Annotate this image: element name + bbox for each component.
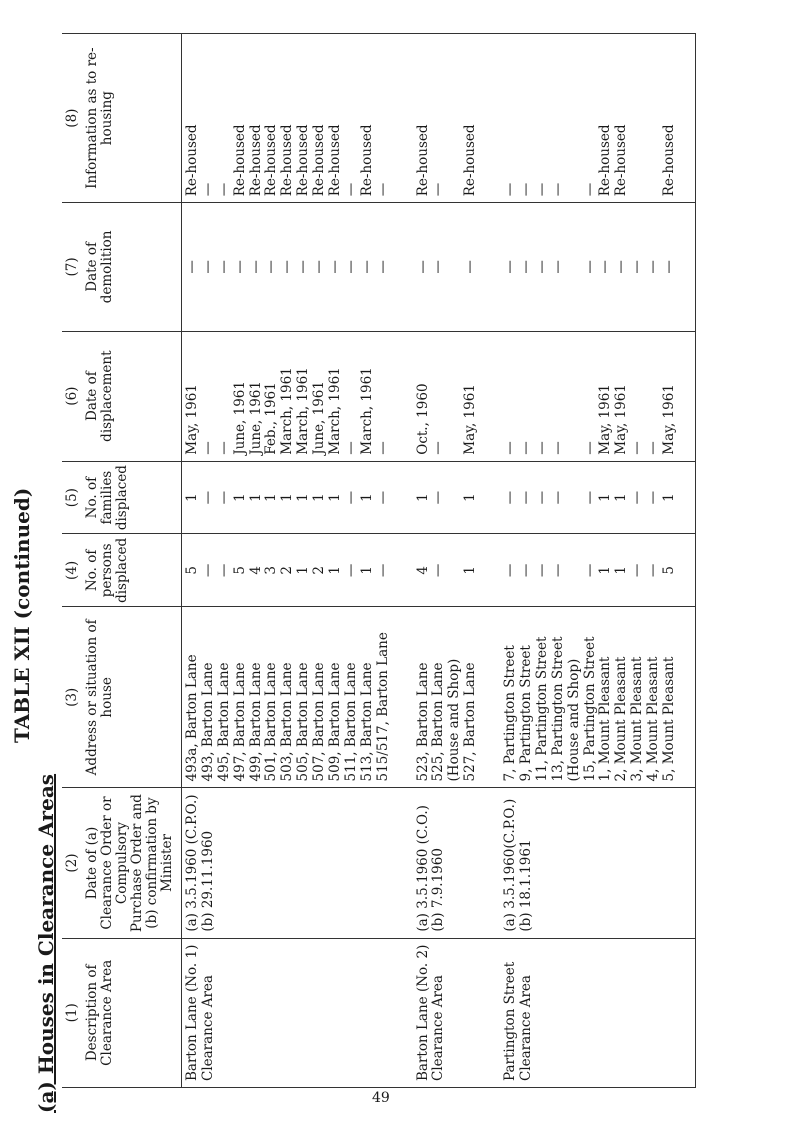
spacer bbox=[398, 541, 410, 601]
displacement-date: May, 1961 bbox=[184, 384, 200, 455]
families-displaced: — bbox=[374, 490, 391, 505]
families-displaced: — bbox=[533, 490, 550, 505]
column-number: (8) bbox=[64, 108, 80, 128]
column-number: (6) bbox=[64, 386, 80, 406]
spacer-cell bbox=[395, 331, 413, 461]
demolition-date: — bbox=[613, 260, 630, 274]
bottom-cell bbox=[681, 461, 696, 534]
families-displaced bbox=[567, 468, 583, 528]
rehousing-info: — bbox=[549, 182, 566, 197]
persons-displaced-cell bbox=[500, 534, 681, 607]
address: 509, Barton Lane bbox=[327, 662, 344, 782]
address: (House and Shop) bbox=[446, 658, 463, 782]
displacement-date: — bbox=[502, 441, 519, 455]
rehousing-info-cell bbox=[182, 34, 395, 203]
spacer bbox=[398, 338, 410, 455]
rehousing-info bbox=[646, 40, 662, 196]
persons-displaced: 4 bbox=[247, 566, 264, 575]
bottom-cell bbox=[681, 534, 696, 607]
address: 493a, Barton Lane bbox=[184, 654, 200, 782]
spacer-cell bbox=[482, 331, 500, 461]
families-displaced: 1 bbox=[231, 493, 248, 502]
displacement-date-cell bbox=[182, 331, 395, 461]
persons-displaced: — bbox=[518, 563, 535, 578]
families-displaced: — bbox=[215, 490, 232, 505]
rehousing-info: Re-housed bbox=[311, 124, 328, 197]
families-displaced: — bbox=[645, 490, 662, 505]
displacement-date: May, 1961 bbox=[597, 384, 614, 455]
persons-displaced: 1 bbox=[462, 566, 479, 575]
demolition-date: — bbox=[342, 260, 359, 274]
address-cell bbox=[413, 607, 483, 788]
address: 13, Partington Street bbox=[549, 636, 566, 782]
families-displaced: 1 bbox=[462, 493, 479, 502]
demolition-date: — bbox=[263, 260, 280, 274]
column-header bbox=[62, 788, 182, 938]
spacer-row bbox=[482, 34, 500, 1088]
persons-displaced: 1 bbox=[613, 566, 630, 575]
spacer-cell bbox=[395, 34, 413, 203]
rehousing-info: Re-housed bbox=[231, 124, 248, 197]
demolition-date: — bbox=[462, 260, 479, 274]
rehousing-info: Re-housed bbox=[263, 124, 280, 197]
rehousing-info bbox=[630, 40, 646, 196]
address: 493, Barton Lane bbox=[199, 662, 216, 782]
bottom-cell bbox=[681, 607, 696, 788]
bottom-cell bbox=[681, 331, 696, 461]
column-number: (2) bbox=[64, 853, 80, 873]
persons-displaced: 1 bbox=[597, 566, 614, 575]
area-description-cell bbox=[500, 938, 681, 1087]
rehousing-info: Re-housed bbox=[462, 124, 479, 197]
persons-displaced: — bbox=[645, 563, 662, 578]
displacement-date: — bbox=[518, 441, 535, 455]
column-header bbox=[62, 203, 182, 331]
displacement-date: Feb., 1961 bbox=[263, 382, 280, 455]
bottom-cell bbox=[681, 203, 696, 331]
column-number: (5) bbox=[64, 488, 80, 508]
demolition-date: — bbox=[327, 260, 344, 274]
persons-displaced: — bbox=[502, 563, 519, 578]
demolition-date: — bbox=[430, 260, 447, 274]
demolition-date-cell bbox=[182, 203, 395, 331]
demolition-date bbox=[567, 209, 583, 324]
address: 503, Barton Lane bbox=[279, 662, 296, 782]
bottom-cell bbox=[681, 34, 696, 203]
demolition-date: — bbox=[231, 260, 248, 274]
families-displaced bbox=[447, 468, 463, 528]
address: 511, Barton Lane bbox=[342, 662, 359, 782]
spacer-cell bbox=[482, 203, 500, 331]
column-label: Description of Clearance Area bbox=[84, 959, 115, 1066]
spacer bbox=[485, 338, 497, 455]
address: 9, Partington Street bbox=[518, 645, 535, 782]
address: 525, Barton Lane bbox=[430, 662, 447, 782]
column-label: Date of demolition bbox=[84, 230, 115, 304]
rehousing-info: Re-housed bbox=[358, 124, 375, 197]
spacer bbox=[485, 945, 497, 1081]
bottom-row bbox=[681, 34, 696, 1088]
area-description-line: Clearance Area bbox=[430, 975, 447, 1081]
rehousing-info-cell bbox=[500, 34, 681, 203]
persons-displaced: 2 bbox=[279, 566, 296, 575]
bottom-cell bbox=[681, 938, 696, 1087]
spacer-cell bbox=[482, 607, 500, 788]
families-displaced: — bbox=[518, 490, 535, 505]
displacement-date: May, 1961 bbox=[613, 384, 630, 455]
column-header bbox=[62, 534, 182, 607]
displacement-date: — bbox=[581, 441, 598, 455]
order-date-line: (b) 29.11.1960 bbox=[199, 830, 216, 932]
displacement-date: — bbox=[430, 441, 447, 455]
column-number: (1) bbox=[64, 1003, 80, 1023]
demolition-date-cell bbox=[500, 203, 681, 331]
families-displaced: 1 bbox=[247, 493, 264, 502]
column-header bbox=[62, 461, 182, 534]
spacer bbox=[398, 40, 410, 196]
displacement-date: — bbox=[549, 441, 566, 455]
families-displaced: 1 bbox=[327, 493, 344, 502]
persons-displaced-cell bbox=[182, 534, 395, 607]
order-dates-cell bbox=[182, 788, 395, 938]
displacement-date: — bbox=[215, 441, 232, 455]
displacement-date: March, 1961 bbox=[295, 367, 312, 455]
bottom-cell bbox=[681, 788, 696, 938]
displacement-date: June, 1961 bbox=[247, 381, 264, 455]
spacer-cell bbox=[395, 938, 413, 1087]
persons-displaced: — bbox=[215, 563, 232, 578]
displacement-date: — bbox=[533, 441, 550, 455]
column-label: Date of displacement bbox=[84, 350, 115, 442]
families-displaced: — bbox=[549, 490, 566, 505]
displacement-date: May, 1961 bbox=[462, 384, 479, 455]
displacement-date-cell bbox=[500, 331, 681, 461]
demolition-date: — bbox=[518, 260, 535, 274]
rehousing-info: — bbox=[374, 182, 391, 197]
spacer-cell bbox=[482, 788, 500, 938]
persons-displaced bbox=[447, 541, 463, 601]
rehousing-info: — bbox=[533, 182, 550, 197]
spacer bbox=[485, 40, 497, 196]
address: 1, Mount Pleasant bbox=[597, 656, 614, 782]
spacer bbox=[485, 613, 497, 781]
families-displaced: 1 bbox=[184, 493, 200, 502]
persons-displaced: — bbox=[533, 563, 550, 578]
address: 4, Mount Pleasant bbox=[645, 656, 662, 782]
families-displaced-cell bbox=[413, 461, 483, 534]
table-title: TABLE XII (continued) bbox=[10, 487, 34, 743]
demolition-date: — bbox=[374, 260, 391, 274]
displacement-date: May, 1961 bbox=[661, 384, 678, 455]
address: 7, Partington Street bbox=[502, 645, 519, 782]
spacer-cell bbox=[482, 938, 500, 1087]
rehousing-info: — bbox=[342, 182, 359, 197]
spacer bbox=[485, 794, 497, 931]
address: 497, Barton Lane bbox=[231, 662, 248, 782]
clearance-table bbox=[62, 33, 696, 1088]
demolition-date bbox=[447, 209, 463, 324]
persons-displaced: 1 bbox=[358, 566, 375, 575]
spacer-cell bbox=[482, 34, 500, 203]
families-displaced: 1 bbox=[311, 493, 328, 502]
families-displaced: 1 bbox=[414, 493, 431, 502]
order-dates-cell bbox=[500, 788, 681, 938]
area-description-line: Clearance Area bbox=[518, 975, 535, 1081]
address: 3, Mount Pleasant bbox=[629, 656, 646, 782]
displacement-date: Oct., 1960 bbox=[414, 383, 431, 455]
clearance-area-row bbox=[182, 34, 395, 1088]
persons-displaced bbox=[567, 541, 583, 601]
persons-displaced: — bbox=[629, 563, 646, 578]
address-cell bbox=[182, 607, 395, 788]
families-displaced: — bbox=[502, 490, 519, 505]
persons-displaced: 5 bbox=[231, 566, 248, 575]
families-displaced: 1 bbox=[358, 493, 375, 502]
spacer bbox=[398, 613, 410, 781]
area-description-line: Clearance Area bbox=[199, 975, 216, 1081]
persons-displaced: — bbox=[430, 563, 447, 578]
displacement-date: — bbox=[645, 441, 662, 455]
address: (House and Shop) bbox=[565, 658, 582, 782]
spacer bbox=[398, 794, 410, 931]
order-date-line: (a) 3.5.1960 (C.O.) bbox=[414, 805, 431, 932]
demolition-date: — bbox=[581, 260, 598, 274]
spacer-cell bbox=[395, 788, 413, 938]
spacer bbox=[485, 541, 497, 601]
clearance-area-row bbox=[500, 34, 681, 1088]
rehousing-info: Re-housed bbox=[597, 124, 614, 197]
families-displaced: — bbox=[629, 490, 646, 505]
displacement-date: June, 1961 bbox=[231, 381, 248, 455]
families-displaced: — bbox=[581, 490, 598, 505]
families-displaced-cell bbox=[182, 461, 395, 534]
rehousing-info: Re-housed bbox=[327, 124, 344, 197]
demolition-date: — bbox=[502, 260, 519, 274]
families-displaced: 1 bbox=[661, 493, 678, 502]
column-label: No. of persons displaced bbox=[84, 537, 130, 603]
column-label: Information as to re-housing bbox=[84, 47, 115, 189]
column-label: No. of families displaced bbox=[84, 465, 130, 531]
address: 11, Partington Street bbox=[533, 636, 550, 782]
displacement-date: — bbox=[199, 441, 216, 455]
demolition-date: — bbox=[414, 260, 431, 274]
spacer-cell bbox=[395, 203, 413, 331]
spacer-cell bbox=[395, 534, 413, 607]
spacer-row bbox=[395, 34, 413, 1088]
persons-displaced: 5 bbox=[184, 566, 200, 575]
rehousing-info: Re-housed bbox=[184, 124, 200, 197]
order-date-line: (a) 3.5.1960 (C.P.O.) bbox=[184, 794, 200, 932]
families-displaced: 1 bbox=[295, 493, 312, 502]
demolition-date: — bbox=[645, 260, 662, 274]
persons-displaced: — bbox=[549, 563, 566, 578]
families-displaced: 1 bbox=[597, 493, 614, 502]
rehousing-info bbox=[567, 40, 583, 196]
column-number: (7) bbox=[64, 257, 80, 277]
families-displaced: 1 bbox=[263, 493, 280, 502]
section-title: (a) Houses in Clearance Areas bbox=[34, 773, 58, 1113]
persons-displaced: — bbox=[374, 563, 391, 578]
spacer bbox=[398, 468, 410, 528]
displacement-date: — bbox=[629, 441, 646, 455]
rehousing-info bbox=[447, 40, 463, 196]
spacer-cell bbox=[482, 534, 500, 607]
address-cell bbox=[500, 607, 681, 788]
order-date-line: (b) 18.1.1961 bbox=[518, 839, 535, 932]
area-description-cell bbox=[182, 938, 395, 1087]
rehousing-info: Re-housed bbox=[661, 124, 678, 197]
column-label: Address or situation of house bbox=[84, 619, 115, 776]
spacer-cell bbox=[395, 607, 413, 788]
page-number: 49 bbox=[372, 1090, 390, 1106]
clearance-area-row bbox=[413, 34, 483, 1088]
demolition-date-cell bbox=[413, 203, 483, 331]
rehousing-info: — bbox=[430, 182, 447, 197]
address: 15, Partington Street bbox=[581, 636, 598, 782]
displacement-date: — bbox=[374, 441, 391, 455]
column-number: (3) bbox=[64, 687, 80, 707]
order-dates-cell bbox=[413, 788, 483, 938]
spacer-cell bbox=[395, 461, 413, 534]
persons-displaced: — bbox=[342, 563, 359, 578]
families-displaced: 1 bbox=[613, 493, 630, 502]
demolition-date: — bbox=[247, 260, 264, 274]
demolition-date: — bbox=[549, 260, 566, 274]
column-header bbox=[62, 938, 182, 1087]
persons-displaced: — bbox=[199, 563, 216, 578]
order-date-line: (b) 7.9.1960 bbox=[430, 848, 447, 932]
column-header bbox=[62, 607, 182, 788]
address: 507, Barton Lane bbox=[311, 662, 328, 782]
displacement-date: March, 1961 bbox=[358, 367, 375, 455]
demolition-date: — bbox=[311, 260, 328, 274]
column-number: (4) bbox=[64, 560, 80, 580]
displacement-date-cell bbox=[413, 331, 483, 461]
demolition-date: — bbox=[533, 260, 550, 274]
address: 2, Mount Pleasant bbox=[613, 656, 630, 782]
area-description-cell bbox=[413, 938, 483, 1087]
address: 505, Barton Lane bbox=[295, 662, 312, 782]
address: 515/517, Barton Lane bbox=[374, 632, 391, 782]
address: 495, Barton Lane bbox=[215, 662, 232, 782]
column-label: Date of (a) Clearance Order or Compulsory Purchase Order and (b) confirmation by Minister bbox=[84, 794, 175, 933]
rehousing-info: Re-housed bbox=[279, 124, 296, 197]
families-displaced: — bbox=[342, 490, 359, 505]
rehousing-info: Re-housed bbox=[295, 124, 312, 197]
rehousing-info: — bbox=[502, 182, 519, 197]
displacement-date: — bbox=[342, 441, 359, 455]
demolition-date: — bbox=[199, 260, 216, 274]
rehousing-info: Re-housed bbox=[247, 124, 264, 197]
spacer bbox=[398, 945, 410, 1081]
spacer bbox=[398, 209, 410, 324]
rehousing-info: — bbox=[199, 182, 216, 197]
rehousing-info: — bbox=[518, 182, 535, 197]
persons-displaced: — bbox=[581, 563, 598, 578]
demolition-date: — bbox=[295, 260, 312, 274]
address: 499, Barton Lane bbox=[247, 662, 264, 782]
spacer bbox=[485, 209, 497, 324]
address: 523, Barton Lane bbox=[414, 662, 431, 782]
persons-displaced: 1 bbox=[295, 566, 312, 575]
displacement-date: June, 1961 bbox=[311, 381, 328, 455]
families-displaced: — bbox=[430, 490, 447, 505]
demolition-date: — bbox=[215, 260, 232, 274]
column-header bbox=[62, 34, 182, 203]
spacer bbox=[485, 468, 497, 528]
persons-displaced: 5 bbox=[661, 566, 678, 575]
persons-displaced: 2 bbox=[311, 566, 328, 575]
rehousing-info: — bbox=[581, 182, 598, 197]
demolition-date: — bbox=[661, 260, 678, 274]
column-header bbox=[62, 331, 182, 461]
address: 501, Barton Lane bbox=[263, 662, 280, 782]
persons-displaced: 3 bbox=[263, 566, 280, 575]
demolition-date: — bbox=[597, 260, 614, 274]
persons-displaced-cell bbox=[413, 534, 483, 607]
table-body bbox=[182, 34, 696, 1088]
area-description-line: Partington Street bbox=[502, 961, 519, 1081]
rehousing-info: — bbox=[215, 182, 232, 197]
demolition-date: — bbox=[629, 260, 646, 274]
displacement-date: March, 1961 bbox=[327, 367, 344, 455]
families-displaced-cell bbox=[500, 461, 681, 534]
families-displaced: — bbox=[199, 490, 216, 505]
displacement-date bbox=[447, 338, 463, 455]
demolition-date: — bbox=[358, 260, 375, 274]
displacement-date bbox=[567, 338, 583, 455]
persons-displaced: 4 bbox=[414, 566, 431, 575]
spacer-cell bbox=[482, 461, 500, 534]
displacement-date: March, 1961 bbox=[279, 367, 296, 455]
header-row bbox=[62, 34, 182, 1088]
families-displaced: 1 bbox=[279, 493, 296, 502]
rehousing-info: Re-housed bbox=[613, 124, 630, 197]
address: 5, Mount Pleasant bbox=[661, 656, 678, 782]
persons-displaced: 1 bbox=[327, 566, 344, 575]
address: 527, Barton Lane bbox=[462, 662, 479, 782]
area-description-line: Barton Lane (No. 2) bbox=[414, 944, 431, 1081]
order-date-line: (a) 3.5.1960(C.P.O.) bbox=[502, 798, 519, 932]
rehousing-info-cell bbox=[413, 34, 483, 203]
demolition-date: — bbox=[184, 260, 200, 274]
area-description-line: Barton Lane (No. 1) bbox=[184, 944, 200, 1081]
address: 513, Barton Lane bbox=[358, 662, 375, 782]
rehousing-info: Re-housed bbox=[414, 124, 431, 197]
demolition-date: — bbox=[279, 260, 296, 274]
